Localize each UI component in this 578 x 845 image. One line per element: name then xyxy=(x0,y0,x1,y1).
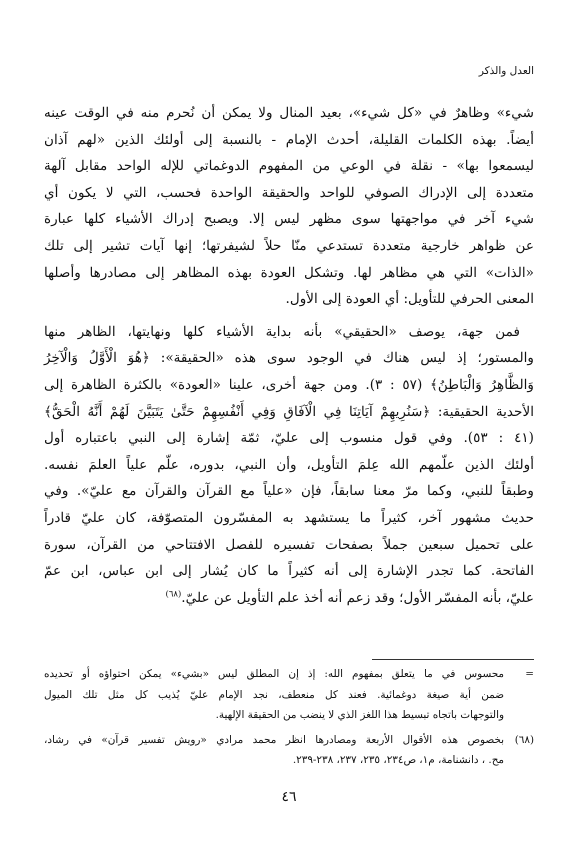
text-line: متعددة إلى الإدراك الصوفي للواحد والحقيقة الواحدة فحسب، التي لا يكون أي xyxy=(44,184,534,201)
footnote-68 xyxy=(44,730,534,771)
text-line: والمستور؛ إذ ليس هناك في الوجود سوى هذه «الحقيقة»: ﴿هُوَ الْأَوَّلُ وَالْآخِرُ xyxy=(44,350,534,367)
text-line: شيء» وظاهرٌ في «كل شيء»، بعيد المنال ولا يمكن أن نُحرم منه في الوقت عينه xyxy=(44,105,534,121)
footnote-marker: = xyxy=(525,668,534,680)
footnote-marker: (٦٨) xyxy=(514,733,534,746)
footnote-body xyxy=(44,664,504,726)
text-line: حديث مشهور آخر، كثيراً ما يستشهد به المفسّرون المتصوّفة، كان عليّ قادراً xyxy=(44,509,534,526)
text-line: أيضاً. بهذه الكلمات القليلة، أحدث الإمام - بالنسبة إلى أولئك الذين «لهم آذان xyxy=(44,131,534,148)
text-line-content: عليّ، بأنه المفسّر الأول؛ وقد زعم أنه أخذ علم التأويل عن عليّ. xyxy=(181,589,534,606)
footnote-reference[interactable]: (٦٨) xyxy=(165,589,182,600)
page-number: ٤٦ xyxy=(281,789,297,805)
main-text xyxy=(44,100,534,611)
footnote-separator xyxy=(372,659,534,660)
text-line: الفاتحة. كما تجدر الإشارة إلى أنه كثيراً ما كان يُشار إلى ابن عباس، ابن عمّ xyxy=(44,563,534,580)
running-head: العدل والذكر xyxy=(478,65,534,77)
footnote-continued xyxy=(44,664,534,726)
footnote-line: مح. ، دانشنامة، م١، ص٢٣٤، ٢٣٥، ٢٣٧، ٢٣٨-٢٣٩. xyxy=(292,754,504,766)
text-line: على تحميل سبعين جملاً بصفحات تفسيره للفصل الافتتاحي من القرآن، سورة xyxy=(44,536,534,553)
text-line: الأحدية الحقيقية: ﴿سَنُرِيهِمْ آيَاتِنَا فِي الْآفَاقِ وَفِي أَنْفُسِهِمْ حَتَّىٰ يَتَبَيَّنَ لَهُمْ أَنَّهُ الْحَقُّ﴾ xyxy=(44,403,534,420)
text-line: فمن جهة، يوصف «الحقيقي» بأنه بداية الأشياء كلها ونهايتها، الظاهر منها xyxy=(44,323,520,340)
text-line: شيء آخر في مواجهتها سوى مظهر ليس إلا. ويصبح إدراك الأشياء كلها عبارة xyxy=(44,211,534,228)
text-line: (٤١ : ٥٣). وفي قول منسوب إلى عليّ، ثمّة إشارة إلى النبي باعتباره أول xyxy=(44,430,534,447)
paragraph-1 xyxy=(44,100,534,313)
footnote-line: والتوجهات باتجاه تبسيط هذا اللغز الذي لا ينضب من الحقيقة الإلهية. xyxy=(215,709,504,721)
text-line: المعنى الحرفي للتأويل: أي العودة إلى الأول. xyxy=(285,291,534,308)
text-line xyxy=(44,585,534,612)
text-line: «الذات» التي هي مظاهر لها. وتشكل العودة بهذه المظاهر إلى مصادرها وأصلها xyxy=(44,264,534,281)
text-line: وطبقاً للنبي، وكما مرّ معنا سابقاً، فإن «علياً مع القرآن والقرآن مع عليّ». وفي xyxy=(44,483,534,500)
footnote-line: بخصوص هذه الأقوال الأربعة ومصادرها انظر محمد مرادي «رويش تفسير قرآن» في رشاد، xyxy=(44,733,504,746)
text-line: وَالظَّاهِرُ وَالْبَاطِنُ﴾ (٥٧ : ٣). ومن جهة أخرى، علينا «العودة» بالكثرة الظاهرة إلى xyxy=(44,376,534,393)
text-line: ليسمعوا بها» - نقلة في الوعي من المفهوم الدوغماتي للإله الواحد مقابل آلهة xyxy=(44,158,534,175)
paragraph-2 xyxy=(44,319,534,612)
footnotes xyxy=(44,664,534,771)
footnote-body xyxy=(44,730,504,771)
footnote-line: محسوس في ما يتعلق بمفهوم الله: إذ إن المطلق ليس «بشيء» يمكن احتواؤه أو تحديده xyxy=(44,668,504,680)
text-line: عن ظواهر خارجية متعددة تستدعي منّا حلاً لشيفرتها؛ إنها آيات تشير إلى تلك xyxy=(44,237,534,254)
footnote-line: ضمن أية صيغة دوغمائية. فعند كل منعطف، نجد الإمام عليّ يُذيب كل مثل تلك الميول xyxy=(44,688,504,701)
text-line: أولئك الذين علّمهم الله عِلمَ التأويل، وأن النبي، بدوره، علّم علياً العلمَ نفسه. xyxy=(44,456,534,473)
